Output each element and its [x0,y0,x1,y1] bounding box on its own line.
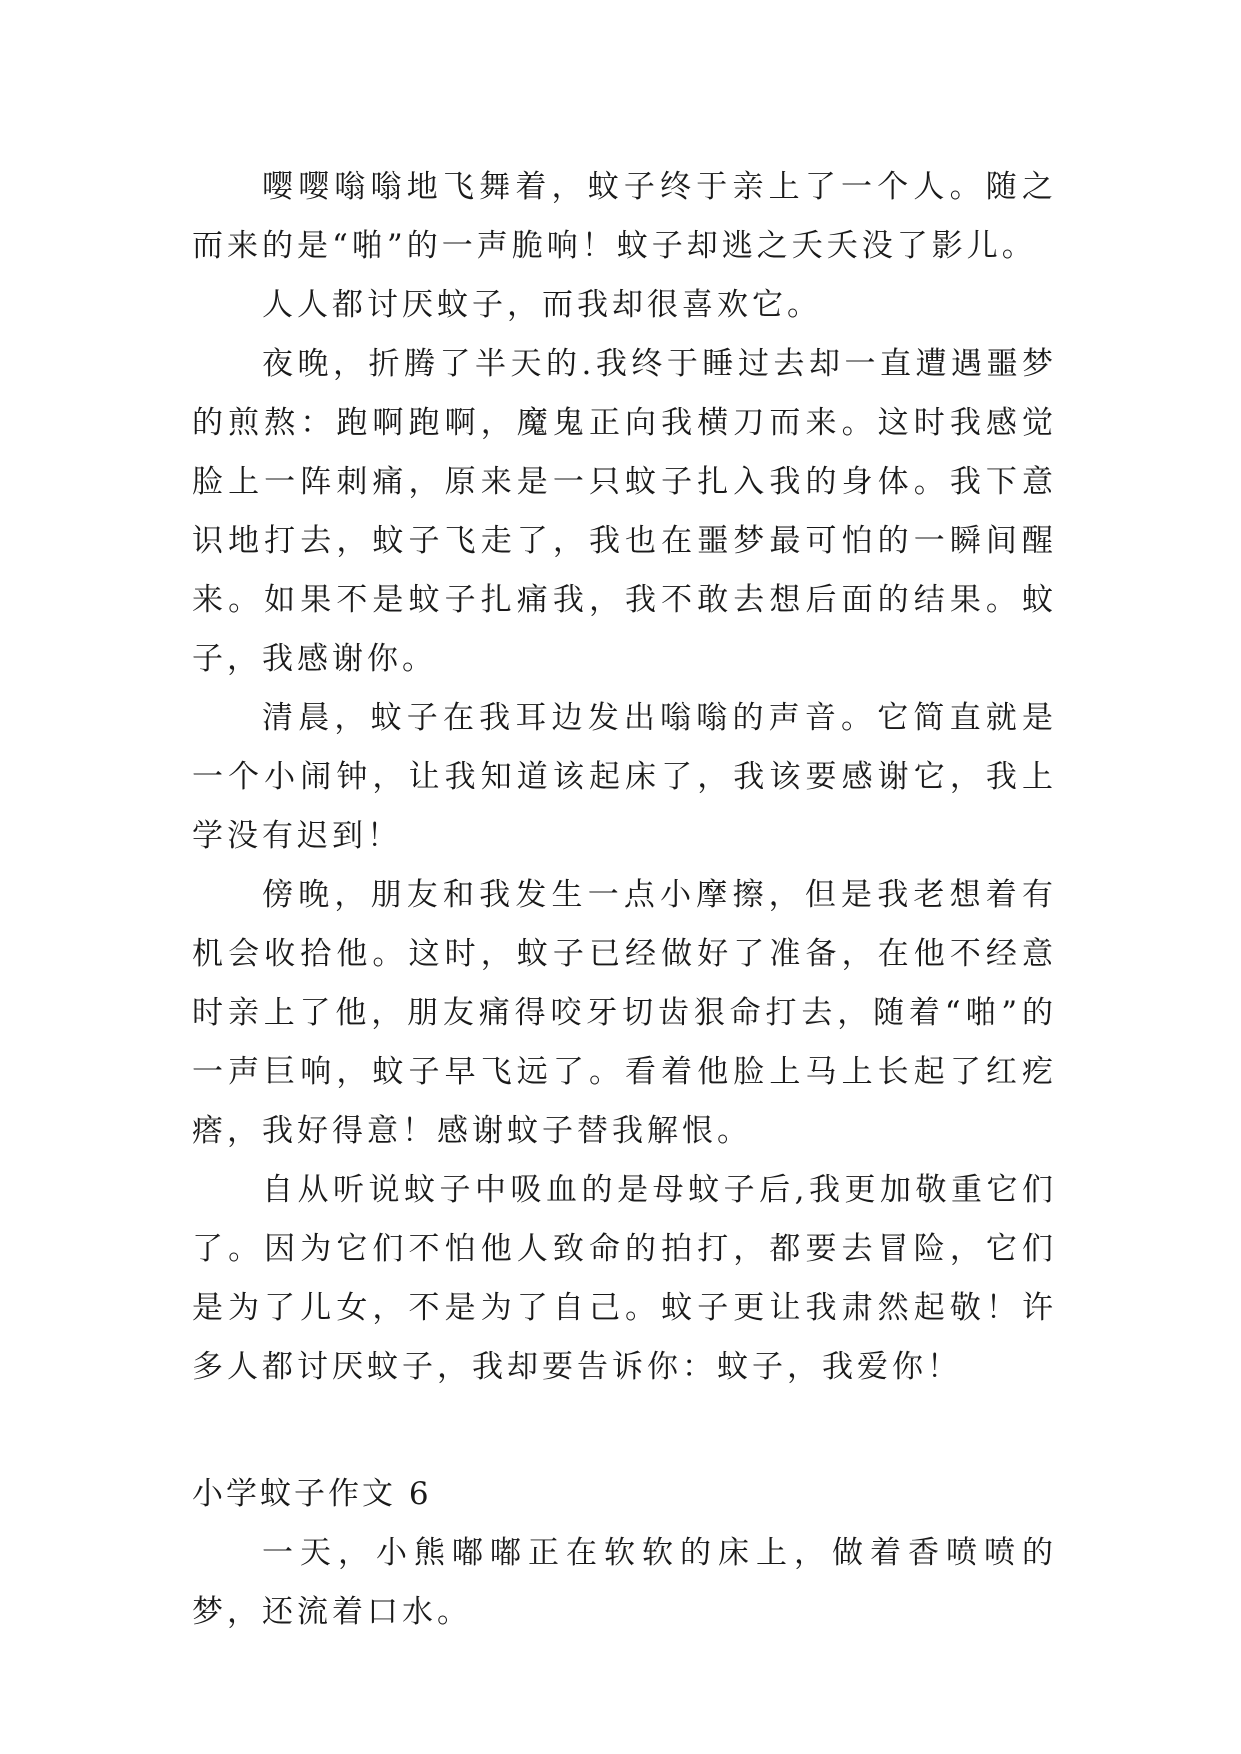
paragraph-3: 夜晚，折腾了半天的.我终于睡过去却一直遭遇噩梦的煎熬：跑啊跑啊，魔鬼正向我横刀而来。这时我感觉脸上一阵刺痛，原来是一只蚊子扎入我的身体。我下意识地打去，蚊子飞走了，我也在噩梦最可怕的一瞬间醒来。如果不是蚊子扎痛我，我不敢去想后面的结果。蚊子，我感谢你。 [192,346,1057,677]
paragraph-5: 傍晚，朋友和我发生一点小摩擦，但是我老想着有机会收拾他。这时，蚊子已经做好了准备，在他不经意时亲上了他，朋友痛得咬牙切齿狠命打去，随着“啪”的一声巨响，蚊子早飞远了。看着他脸上马上长起了红疙瘩，我好得意！感谢蚊子替我解恨。 [192,877,1057,1149]
paragraph-2: 人人都讨厌蚊子，而我却很喜欢它。 [262,287,822,323]
document-body [192,158,1057,1642]
section-title: 小学蚊子作文 6 [192,1476,432,1512]
paragraph-1: 嘤嘤嗡嗡地飞舞着，蚊子终于亲上了一个人。随之而来的是“啪”的一声脆响！蚊子却逃之夭夭没了影儿。 [192,169,1057,264]
paragraph-6: 自从听说蚊子中吸血的是母蚊子后,我更加敬重它们了。因为它们不怕他人致命的拍打，都要去冒险，它们是为了儿女，不是为了自己。蚊子更让我肃然起敬！许多人都讨厌蚊子，我却要告诉你：蚊子，我爱你！ [192,1172,1057,1385]
paragraph-7: 一天，小熊嘟嘟正在软软的床上，做着香喷喷的梦，还流着口水。 [192,1535,1057,1630]
paragraph-4: 清晨，蚊子在我耳边发出嗡嗡的声音。它简直就是一个小闹钟，让我知道该起床了，我该要感谢它，我上学没有迟到！ [192,700,1057,854]
